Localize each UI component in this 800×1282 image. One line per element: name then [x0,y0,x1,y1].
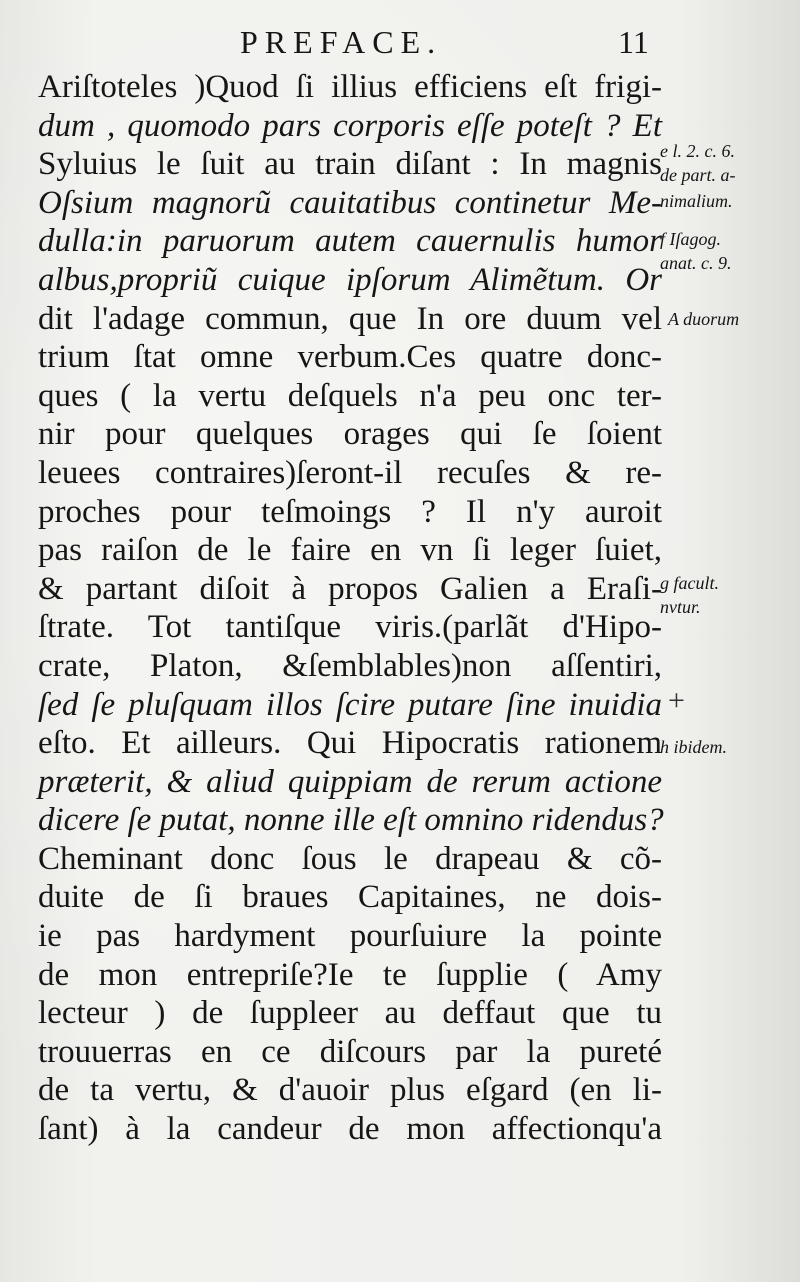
page-header [0,18,800,68]
text-line: crate, Platon, &ſemblables)non aſſentiri, [38,647,662,684]
text-line: eſto. Et ailleurs. Qui Hipocratis rationem [38,725,662,762]
text-line: de mon entrepriſe?Ie te ſupplie ( Amy [38,956,662,993]
text-line: trouuerras en ce diſcours par la pureté [38,1033,662,1070]
margin-note: anat. c. 9. [660,253,732,273]
text-line: Ariſtoteles )Quod ſi illius efficiens eſt frigi- [38,69,662,105]
text-line: dum , quomodo pars corporis eſſe poteſt ? Et [38,107,662,144]
text-line: albus,propriũ cuique ipſorum Alimẽtum. Or [38,261,662,298]
body-text [38,68,662,1149]
text-line: ſtrate. Tot tantiſque viris.(parlãt d'Hipo- [38,609,662,646]
text-line: ie pas hardyment pourſuiure la pointe [38,918,662,955]
text-line: præterit, & aliud quippiam de rerum actione [38,763,662,800]
margin-note: f Iſagog. [660,229,721,249]
text-line: Cheminant donc ſous le drapeau & cõ- [38,840,662,877]
margin-note: nvtur. [660,597,701,617]
margin-note: nimalium. [660,191,733,211]
text-line: ſant) à la candeur de mon affectionqu'a [38,1111,662,1148]
margin-note: e l. 2. c. 6. [660,141,735,161]
text-line: dulla:in paruorum autem cauernulis humor [38,223,662,260]
text-line: de ta vertu, & d'auoir plus eſgard (en li- [38,1072,662,1109]
text-line: ques ( la vertu deſquels n'a peu onc ter- [38,377,662,414]
text-line: proches pour teſmoings ? Il n'y auroit [38,493,662,530]
margin-note: de part. a- [660,165,736,185]
page-number: 11 [618,24,649,60]
running-head: PREFACE. [240,24,443,60]
margin-note: h ibidem. [660,737,727,757]
text-line: ſed ſe pluſquam illos ſcire putare ſine inuidia [38,686,662,723]
text-line: leuees contraires)ſeront-il recuſes & re- [38,454,662,491]
margin-note: g facult. [660,573,719,593]
text-line: & partant diſoit à propos Galien a Eraſi- [38,570,662,607]
text-line: lecteur ) de ſuppleer au deffaut que tu [38,995,662,1032]
text-line: dit l'adage commun, que In ore duum vel [38,300,662,337]
text-line: duite de ſi braues Capitaines, ne dois- [38,879,662,916]
handwritten-mark: + [668,684,685,717]
text-line: trium ſtat omne verbum.Ces quatre donc- [38,339,662,376]
text-line: nir pour quelques orages qui ſe ſoient [38,416,662,453]
text-line: dicere ſe putat, nonne ille eſt omnino ridendus? [38,802,664,839]
handwritten-note: A duorum [668,309,740,329]
text-line: Syluius le ſuit au train diſant : In magnis [38,146,662,183]
text-line: Oſsium magnorũ cauitatibus continetur Me- [38,184,662,221]
text-line: pas raiſon de le faire en vn ſi leger ſuiet, [38,532,662,569]
